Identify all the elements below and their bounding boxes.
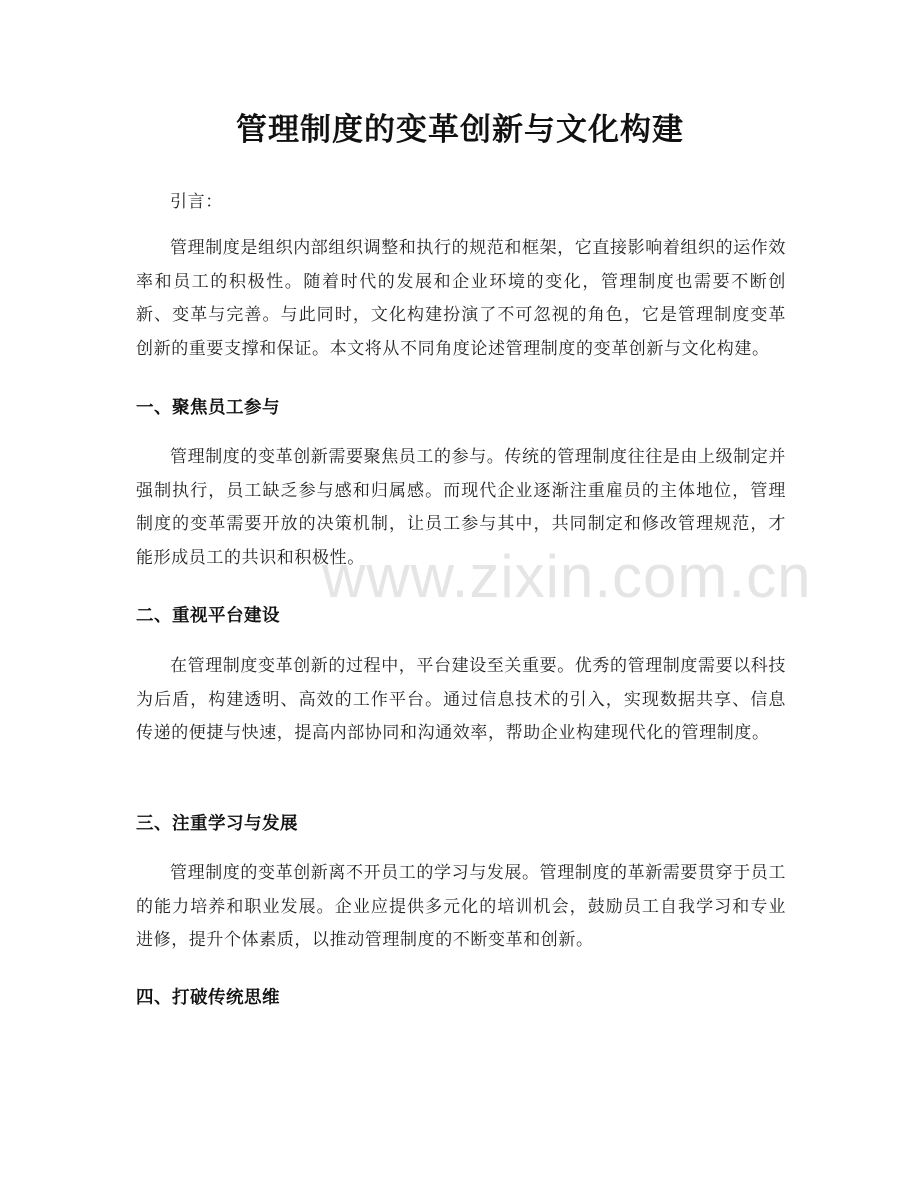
section-paragraph-1: 管理制度的变革创新需要聚焦员工的参与。传统的管理制度往往是由上级制定并强制执行，员工缺乏参与感和归属感。而现代企业逐渐注重雇员的主体地位，管理制度的变革需要开放的决策机制，让员工参与其中，共同制定和修改管理规范，才能形成员工的共识和积极性。 [136, 447, 786, 568]
section-heading-2: 二、重视平台建设 [136, 606, 280, 626]
watermark-text: www.zixin.com.cn [322, 543, 812, 610]
document-title: 管理制度的变革创新与文化构建 [236, 112, 684, 148]
intro-label: 引言： [170, 192, 223, 212]
section-heading-4: 四、打破传统思维 [136, 988, 280, 1008]
intro-paragraph: 管理制度是组织内部组织调整和执行的规范和框架，它直接影响着组织的运作效率和员工的积极性。随着时代的发展和企业环境的变化，管理制度也需要不断创新、变革与完善。与此同时，文化构建扮演了不可忽视的角色，它是管理制度变革创新的重要支撑和保证。本文将从不同角度论述管理制度的变革创新与文化构建。 [136, 238, 786, 359]
section-heading-1: 一、聚焦员工参与 [136, 398, 280, 418]
section-paragraph-3: 管理制度的变革创新离不开员工的学习与发展。管理制度的革新需要贯穿于员工的能力培养和职业发展。企业应提供多元化的培训机会，鼓励员工自我学习和专业进修，提升个体素质，以推动管理制度的不断变革和创新。 [136, 863, 786, 950]
section-heading-3: 三、注重学习与发展 [136, 814, 298, 834]
section-paragraph-2: 在管理制度变革创新的过程中，平台建设至关重要。优秀的管理制度需要以科技为后盾，构建透明、高效的工作平台。通过信息技术的引入，实现数据共享、信息传递的便捷与快速，提高内部协同和沟通效率，帮助企业构建现代化的管理制度。 [136, 656, 786, 743]
